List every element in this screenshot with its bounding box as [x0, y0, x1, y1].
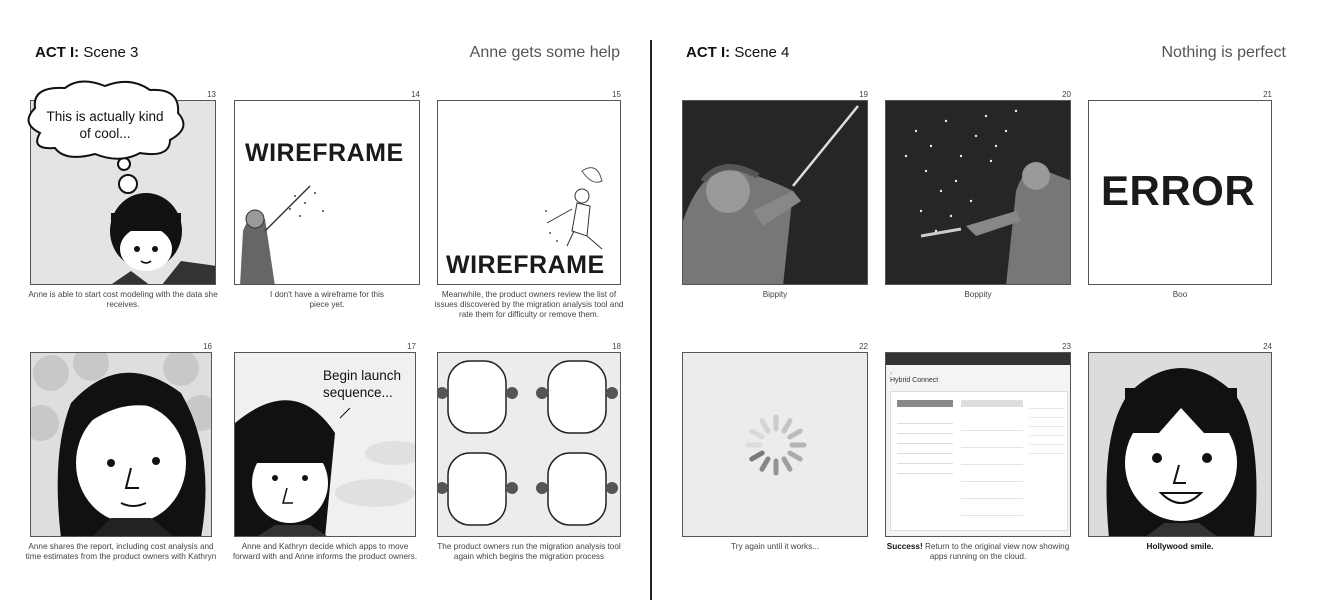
wireframe-word: WIREFRAME [446, 251, 605, 279]
panel-20-frame [885, 100, 1071, 285]
app-topbar [886, 353, 1071, 365]
act1-scene3-section: ACT I: Scene 3 Anne gets some help 13 Anne is able to start cost modeling with the data she receives. This is actually kind of cool... 14 WIREFRAME I don't have a wireframe for this piece yet. 15 WIREFRAME Meanwhile, the product owners review the list of issues discovered by the migration analysis tool and rate them for difficulty or remove them. 16 Anne shares the report, including cost analysis and time estimates from the product owners with Kathryn 17 Begin launch sequence... Anne and Kathryn decide which apps to move forward with and Anne informs the product owners. 18 The product owners run the migration analysis tool again which begins the migration process [0, 0, 650, 605]
panel-14-frame [234, 100, 420, 285]
panel-15-frame [437, 100, 621, 285]
thought-bubble-text: This is actually kind of cool... [46, 109, 164, 141]
panel-24-frame [1088, 352, 1272, 537]
panel-23-caption: Success! Return to the original view now showing apps running on the cloud. [886, 542, 1070, 561]
panel-23-frame [885, 352, 1071, 537]
speech-text: Begin launch sequence... [323, 368, 402, 400]
loading-spinner-icon [683, 353, 868, 537]
fairy-godmother-wand-image [683, 101, 868, 285]
tinkerbell-sketch [542, 161, 612, 251]
error-word: ERROR [1101, 167, 1256, 214]
app-breadcrumb: › [890, 371, 892, 377]
panel-24-caption: Hollywood smile. [1146, 542, 1214, 551]
scene4-title: ACT I: Scene 4 [686, 44, 790, 61]
panel-17-frame [234, 352, 416, 537]
scene3-title: ACT I: Scene 3 [35, 44, 139, 61]
panel-21-frame [1088, 100, 1272, 285]
panel-18-frame [437, 352, 621, 537]
scene3-subtitle: Anne gets some help [469, 44, 620, 61]
panel-22-frame [682, 352, 868, 537]
fairy-godmother-sparkles-image [886, 101, 1071, 285]
product-owners-illustration [438, 353, 621, 537]
scene4-subtitle: Nothing is perfect [1161, 44, 1286, 61]
panel-16-frame [30, 352, 212, 537]
panel-19-frame [682, 100, 868, 285]
app-screen-title: Hybrid Connect [890, 377, 939, 384]
anne-smile-illustration [1089, 353, 1272, 537]
wireframe-word: WIREFRAME [245, 139, 404, 167]
fairy-godmother-sketch [235, 181, 345, 285]
act1-scene4-section: ACT I: Scene 4 Nothing is perfect 19 Bippity 20 Boppity 21 ERROR Boo 22 Try again until it works... 23 › Hybrid Connect Success! Return to the original view now showing apps running on the cloud. 24 Hollywood smile. [652, 0, 1318, 605]
kathryn-illustration [31, 353, 212, 537]
app-content-area [890, 391, 1068, 531]
